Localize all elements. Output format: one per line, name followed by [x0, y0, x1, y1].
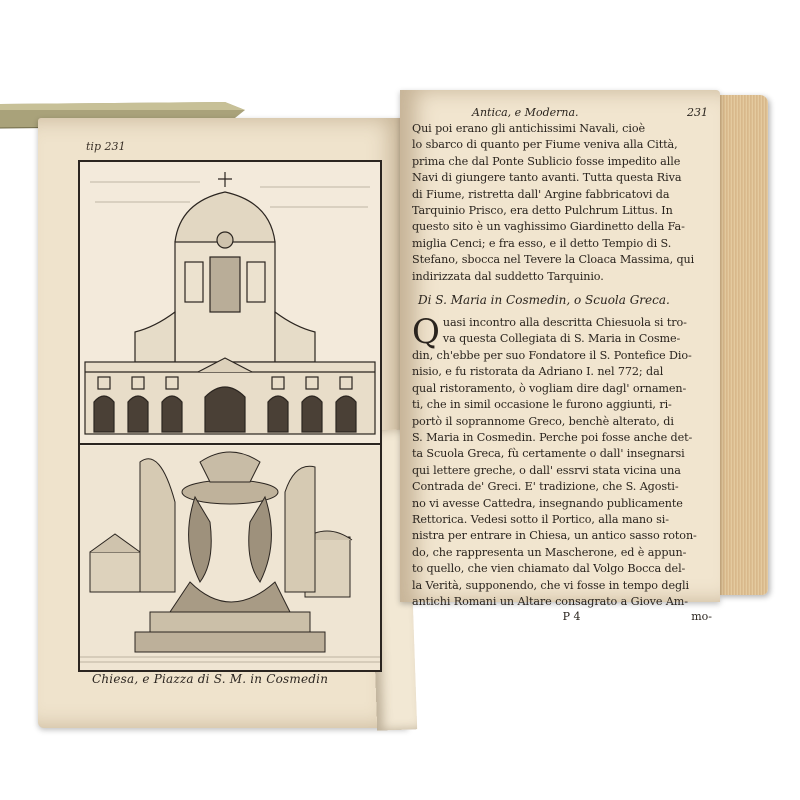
engraving-illustration	[80, 162, 380, 670]
right-page-text	[412, 106, 712, 623]
text-line: antichi Romani un Altare consagrato a Giove Am-	[412, 594, 688, 608]
page-block-edge	[718, 95, 768, 595]
text-line: Rettorica. Vedesi sotto il Portico, alla mano si-	[412, 512, 669, 526]
text-line: ti, che in simil occasione le furono aggiunti, ri-	[412, 398, 672, 412]
text-line: Contrada de' Greci. E' tradizione, che S. Agosti-	[412, 480, 679, 494]
text-line: Navi di giungere tanto avanti. Tutta questa Riva	[412, 171, 682, 185]
page-header	[412, 106, 712, 119]
text-line: va questa Collegiata di S. Maria in Cosme-	[442, 332, 681, 346]
catchword: mo-	[691, 610, 712, 624]
text-line: nistra per entrare in Chiesa, un antico sasso roton-	[412, 529, 697, 543]
text-line: Tarquinio Prisco, era detto Pulchrum Littus. In	[412, 204, 673, 218]
text-line: lo sbarco di quanto per Fiume veniva alla Città,	[412, 138, 678, 152]
text-line: prima che dal Ponte Sublicio fosse impedito alle	[412, 154, 681, 168]
plate-number: tip 231	[86, 140, 126, 153]
text-line: to quello, che vien chiamato dal Volgo Bocca del-	[412, 562, 686, 576]
engraving-plate	[78, 160, 382, 672]
text-line: no vi avesse Cattedra, insegnando publicamente	[412, 496, 683, 510]
text-line: ta Scuola Greca, fù certamente o dall' insegnarsi	[412, 447, 685, 461]
drop-cap: Q	[412, 312, 440, 353]
text-line: S. Maria in Cosmedin. Perche poi fosse anche det-	[412, 430, 693, 444]
text-line: indirizzata dal suddetto Tarquinio.	[412, 269, 604, 283]
text-line: uasi incontro alla descritta Chiesuola si tro-	[442, 316, 687, 330]
text-line: Stefano, sbocca nel Tevere la Cloaca Massima, qui	[412, 253, 695, 267]
section-title: Di S. Maria in Cosmedin, o Scuola Greca.	[418, 293, 670, 308]
running-head: Antica, e Moderna.	[472, 106, 579, 119]
text-line: qual ristoramento, ò vogliam dire dagl' ornamen-	[412, 381, 687, 395]
text-line: do, che rappresenta un Mascherone, ed è appun-	[412, 545, 687, 559]
text-line: qui lettere greche, o dall' essrvi stata vicina una	[412, 463, 681, 477]
paragraph-top	[412, 121, 712, 285]
paragraph-body	[412, 312, 712, 610]
text-line: questo sito è un vaghissimo Giardinetto della Fa-	[412, 220, 685, 234]
page-footer	[412, 610, 712, 623]
text-line: di Fiume, ristretta dall' Argine fabbricatovi da	[412, 187, 670, 201]
text-line: portò il soprannome Greco, benchè alterato, di	[412, 414, 674, 428]
page-number: 231	[687, 106, 708, 119]
text-line: nisio, e fu ristorata da Adriano I. nel 772; dal	[412, 365, 664, 379]
text-line: din, ch'ebbe per suo Fondatore il S. Pontefice Dio-	[412, 348, 692, 362]
text-line: la Verità, supponendo, che vi fosse in tempo degli	[412, 578, 689, 592]
signature-mark: P 4	[562, 610, 581, 624]
plate-caption: Chiesa, e Piazza di S. M. in Cosmedin	[92, 672, 329, 686]
text-line: miglia Cenci; e fra esso, e il detto Tempio di S.	[412, 236, 672, 250]
text-line: Qui poi erano gli antichissimi Navali, cioè	[412, 122, 645, 135]
